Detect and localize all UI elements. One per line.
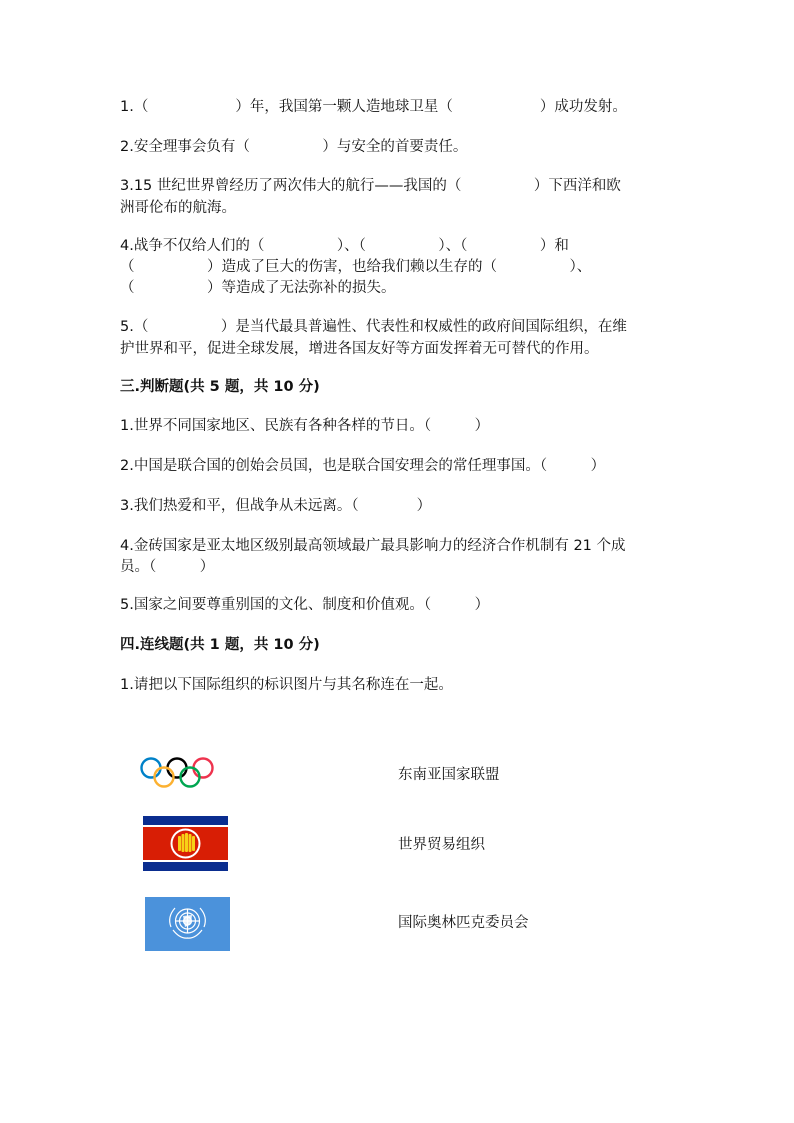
section4-heading: 四.连线题(共 1 题，共 10 分) bbox=[120, 637, 320, 653]
asean-flag-icon bbox=[143, 816, 228, 871]
olympic-ring-red bbox=[194, 759, 213, 778]
olympic-ring-green bbox=[181, 768, 200, 787]
judge-item-2: 2.中国是联合国的创始会员国，也是联合国安理会的常任理事国。（ ） bbox=[120, 458, 606, 474]
judge-item-3: 3.我们热爱和平，但战争从未远离。（ ） bbox=[120, 498, 432, 514]
fill-blank-4-line3: （ ）等造成了无法弥补的损失。 bbox=[120, 280, 396, 296]
fill-blank-4-line2: （ ）造成了巨大的伤害，也给我们赖以生存的（ ）、 bbox=[120, 259, 592, 275]
olympic-ring-blue bbox=[142, 759, 161, 778]
fill-blank-5-line2: 护世界和平，促进全球发展，增进各国友好等方面发挥着无可替代的作用。 bbox=[120, 341, 599, 357]
org-name-asean: 东南亚国家联盟 bbox=[398, 767, 500, 783]
judge-item-4-line2: 员。（ ） bbox=[120, 559, 215, 575]
org-name-ioc: 国际奥林匹克委员会 bbox=[398, 915, 529, 931]
judge-item-1: 1.世界不同国家地区、民族有各种各样的节日。（ ） bbox=[120, 418, 490, 434]
fill-blank-1: 1.（ ）年，我国第一颗人造地球卫星（ ）成功发射。 bbox=[120, 99, 627, 115]
fill-blank-3-line1: 3.15 世纪世界曾经历了两次伟大的航行——我国的（ ）下西洋和欧 bbox=[120, 178, 621, 194]
judge-item-4-line1: 4.金砖国家是亚太地区级别最高领域最广最具影响力的经济合作机制有 21 个成 bbox=[120, 538, 626, 554]
section3-heading: 三.判断题(共 5 题，共 10 分) bbox=[120, 379, 320, 395]
fill-blank-5-line1: 5.（ ）是当代最具普遍性、代表性和权威性的政府间国际组织，在维 bbox=[120, 319, 627, 335]
fill-blank-2: 2.安全理事会负有（ ）与安全的首要责任。 bbox=[120, 139, 468, 155]
olympic-rings-icon bbox=[139, 756, 215, 790]
judge-item-5: 5.国家之间要尊重别国的文化、制度和价值观。（ ） bbox=[120, 597, 490, 613]
fill-blank-3-line2: 洲哥伦布的航海。 bbox=[120, 200, 236, 216]
un-flag-icon bbox=[145, 897, 230, 951]
olympic-ring-yellow bbox=[155, 768, 174, 787]
fill-blank-4-line1: 4.战争不仅给人们的（ ）、（ ）、（ ）和 bbox=[120, 238, 569, 254]
olympic-ring-black bbox=[168, 759, 187, 778]
matching-question: 1.请把以下国际组织的标识图片与其名称连在一起。 bbox=[120, 677, 453, 693]
org-name-wto: 世界贸易组织 bbox=[398, 837, 485, 853]
